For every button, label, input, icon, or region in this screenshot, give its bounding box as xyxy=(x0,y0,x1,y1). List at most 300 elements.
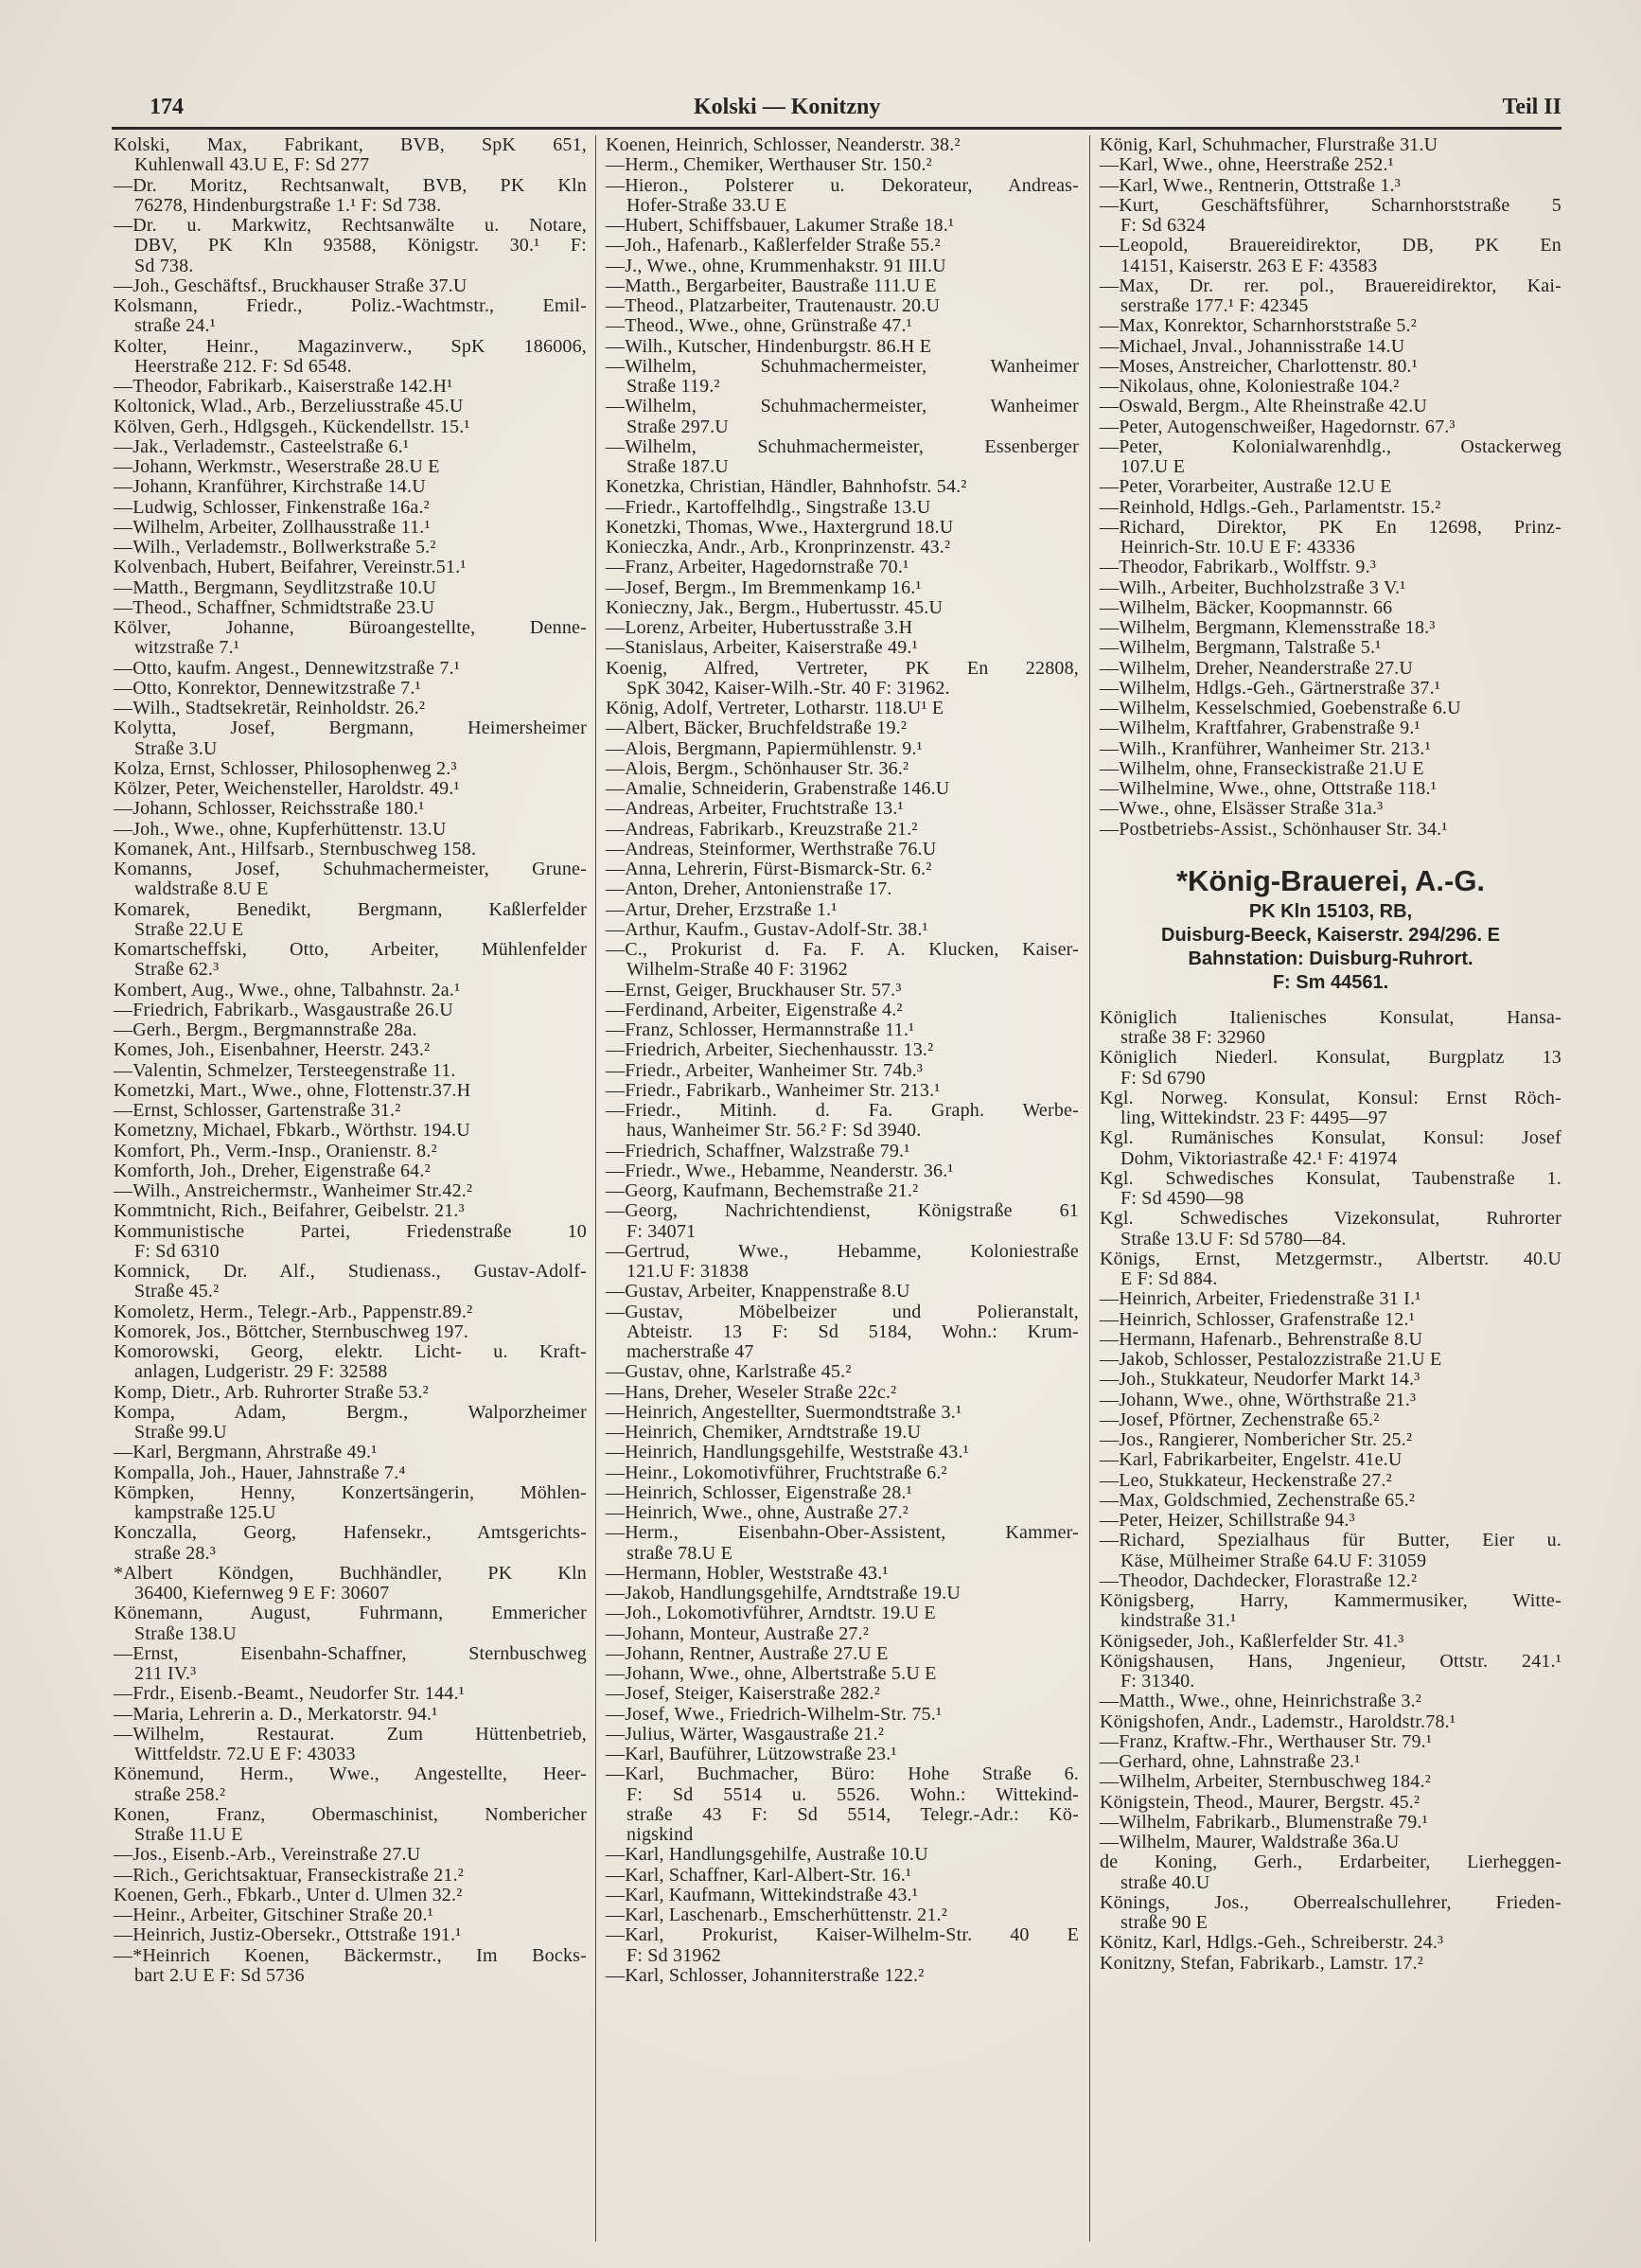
entry-line: —Friedr., Kartoffelhdlg., Singstraße 13.U xyxy=(606,496,931,518)
entry-line: —Wilhelm, Arbeiter, Sternbuschweg 184.² xyxy=(1100,1771,1431,1793)
directory-entry xyxy=(606,1624,1079,1644)
entry-line: —Arthur, Kaufm., Gustav-Adolf-Str. 38.¹ xyxy=(606,918,928,940)
directory-entry xyxy=(114,618,587,659)
directory-entry xyxy=(606,859,1079,879)
directory-entry xyxy=(606,1483,1079,1503)
directory-entry xyxy=(606,1040,1079,1060)
directory-entry xyxy=(114,1644,587,1685)
entry-line: —Johann, Kranführer, Kirchstraße 14.U xyxy=(114,476,426,498)
directory-entry xyxy=(114,296,587,337)
entry-line: —Wilh., Anstreichermstr., Wanheimer Str.42.² xyxy=(114,1180,473,1201)
directory-entry xyxy=(1100,437,1562,478)
entry-line: —Karl, Bauführer, Lützowstraße 23.¹ xyxy=(606,1744,897,1764)
directory-entry xyxy=(114,135,587,176)
entry-continuation-line: F: Sd 6790 xyxy=(1120,1067,1206,1089)
entry-line: —Ernst, Eisenbahn-Schaffner, Sternbuschweg xyxy=(114,1642,587,1664)
directory-entry xyxy=(114,538,587,558)
directory-entry xyxy=(114,1121,587,1141)
entry-line: Komoletz, Herm., Telegr.-Arb., Pappenstr.89.² xyxy=(114,1301,473,1322)
entry-line: —Johann, Wwe., ohne, Albertstraße 5.U E xyxy=(606,1663,937,1684)
entry-continuation-line: F: 34071 xyxy=(626,1220,697,1242)
entry-line: —Heinrich, Schlosser, Eigenstraße 28.¹ xyxy=(606,1481,912,1503)
entry-line: —Theod., Schaffner, Schmidtstraße 23.U xyxy=(114,596,435,618)
entry-line: —Joh., Wwe., ohne, Kupferhüttenstr. 13.U xyxy=(114,818,447,840)
directory-entry xyxy=(606,699,1079,718)
entry-line: —Wilhelm, ohne, Franseckistraße 21.U E xyxy=(1100,757,1424,779)
entry-line: —Wilh., Arbeiter, Buchholzstraße 3 V.¹ xyxy=(1100,576,1406,598)
directory-entry xyxy=(1100,357,1562,377)
entry-line: —Gustav, Möbelbeizer und Polieranstalt, xyxy=(606,1301,1079,1322)
directory-entry xyxy=(606,1423,1079,1443)
entry-continuation-line: straße 28.³ xyxy=(134,1542,216,1564)
directory-entry xyxy=(1100,578,1562,598)
entry-line: —Wilh., Stadtsekretär, Reinholdstr. 26.² xyxy=(114,698,426,718)
entry-line: —Wilh., Kranführer, Wanheimer Str. 213.¹ xyxy=(1100,737,1431,759)
entry-line: —Michael, Jnval., Johannisstraße 14.U xyxy=(1100,335,1405,357)
entry-line: —Johann, Rentner, Austraße 27.U E xyxy=(606,1642,889,1664)
entry-line: —Herm., Chemiker, Werthauser Str. 150.² xyxy=(606,154,932,176)
directory-entry xyxy=(114,417,587,437)
directory-entry xyxy=(114,859,587,900)
ad-title: *König-Brauerei, A.-G. xyxy=(1175,863,1486,897)
entry-line: —Julius, Wärter, Wasgaustraße 21.² xyxy=(606,1723,885,1745)
entry-line: —Andreas, Arbeiter, Fruchtstraße 13.¹ xyxy=(606,798,904,820)
directory-entry xyxy=(114,759,587,779)
directory-entry xyxy=(1100,417,1562,437)
entry-line: —Jos., Rangierer, Nombericher Str. 25.² xyxy=(1100,1429,1413,1450)
directory-entry xyxy=(114,1142,587,1161)
entry-line: Kolter, Heinr., Magazinverw., SpK 186006, xyxy=(114,335,587,357)
entry-line: —Gerh., Bergm., Bergmannstraße 28a. xyxy=(114,1019,417,1040)
directory-entry xyxy=(1100,518,1562,558)
entry-line: —Gustav, Arbeiter, Knappenstraße 8.U xyxy=(606,1281,910,1302)
entry-line: Komfort, Ph., Verm.-Insp., Oranienstr. 8.² xyxy=(114,1140,437,1161)
directory-entry xyxy=(1100,759,1562,779)
directory-entry xyxy=(1100,1310,1562,1330)
directory-entry xyxy=(606,1403,1079,1423)
directory-entry xyxy=(1100,477,1562,497)
directory-entry xyxy=(1100,135,1562,155)
entry-line: —Wilhelm, Schuhmachermeister, Essenberger xyxy=(606,435,1079,457)
entry-line: —Jakob, Schlosser, Pestalozzistraße 21.U E xyxy=(1100,1349,1442,1370)
entry-line: —Josef, Bergm., Im Bremmenkamp 16.¹ xyxy=(606,576,922,598)
directory-entry xyxy=(606,659,1079,700)
entry-line: Koenen, Gerh., Fbkarb., Unter d. Ulmen 32.² xyxy=(114,1884,463,1905)
entry-line: —Friedrich, Fabrikarb., Wasgaustraße 26.U xyxy=(114,999,453,1020)
entry-continuation-line: Sd 738. xyxy=(134,255,194,276)
directory-entry xyxy=(114,1302,587,1322)
entry-continuation-line: Straße 3.U xyxy=(134,737,218,759)
directory-entry xyxy=(1100,1410,1562,1430)
entry-line: —Leopold, Brauereidirektor, DB, PK En xyxy=(1100,235,1562,257)
entry-line: —Ernst, Geiger, Bruckhauser Str. 57.³ xyxy=(606,979,902,1001)
directory-entry xyxy=(1100,1169,1562,1210)
entry-line: —Wilhelm, Restaurat. Zum Hüttenbetrieb, xyxy=(114,1723,587,1745)
directory-entry xyxy=(606,518,1079,538)
entry-line: —Heinrich, Angestellter, Suermondtstraße 3.¹ xyxy=(606,1401,962,1423)
entry-line: —Leo, Stukkateur, Heckenstraße 27.² xyxy=(1100,1469,1392,1491)
directory-entry xyxy=(114,679,587,699)
directory-entry xyxy=(114,337,587,378)
directory-entry xyxy=(606,155,1079,175)
entry-line: —Karl, Kaufmann, Wittekindstraße 43.¹ xyxy=(606,1884,918,1905)
directory-entry xyxy=(114,1523,587,1564)
directory-entry xyxy=(114,457,587,477)
directory-entry xyxy=(606,1886,1079,1905)
entry-line: Komes, Joh., Eisenbahner, Heerstr. 243.² xyxy=(114,1039,431,1061)
entry-line: —Jakob, Handlungsgehilfe, Arndtstraße 19.U xyxy=(606,1583,962,1604)
entry-line: —Stanislaus, Arbeiter, Kaiserstraße 49.¹ xyxy=(606,637,918,659)
entry-line: —Karl, Schaffner, Karl-Albert-Str. 16.¹ xyxy=(606,1864,912,1886)
entry-continuation-line: F: Sd 6310 xyxy=(134,1240,220,1262)
entry-line: —Friedrich, Arbeiter, Siechenhausstr. 13.² xyxy=(606,1039,934,1061)
entry-continuation-line: F: Sd 31962 xyxy=(626,1944,722,1966)
entry-line: —Joh., Lokomotivführer, Arndtstr. 19.U E xyxy=(606,1603,936,1624)
entry-line: —Hermann, Hobler, Weststraße 43.¹ xyxy=(606,1562,889,1584)
entry-line: Komanns, Josef, Schuhmachermeister, Grune- xyxy=(114,859,587,879)
entry-line: Königlich Italienisches Konsulat, Hansa- xyxy=(1100,1006,1562,1028)
entry-continuation-line: nigskind xyxy=(626,1824,694,1845)
directory-entry xyxy=(114,900,587,941)
entry-line: —Friedr., Wwe., Hebamme, Neanderstr. 36.¹ xyxy=(606,1160,954,1181)
directory-entry xyxy=(606,216,1079,236)
entry-line: —Hubert, Schiffsbauer, Lakumer Straße 18.¹ xyxy=(606,215,955,236)
directory-entry xyxy=(114,1040,587,1060)
entry-line: —Peter, Kolonialwarenhdlg., Ostackerweg xyxy=(1100,435,1562,457)
directory-entry xyxy=(1100,718,1562,738)
entry-line: —Karl, Handlungsgehilfe, Austraße 10.U xyxy=(606,1844,928,1866)
entry-line: Konieczny, Jak., Bergm., Hubertusstr. 45.U xyxy=(606,596,944,618)
directory-entry xyxy=(114,276,587,296)
entry-continuation-line: straße 38 F: 32960 xyxy=(1120,1027,1266,1048)
entry-line: —Maria, Lehrerin a. D., Merkatorstr. 94.¹ xyxy=(114,1703,438,1725)
directory-entry xyxy=(606,1081,1079,1101)
entry-continuation-line: Dohm, Viktoriastraße 42.¹ F: 41974 xyxy=(1120,1147,1398,1169)
directory-entry xyxy=(1100,1591,1562,1632)
directory-entry xyxy=(114,1061,587,1081)
directory-entry xyxy=(606,940,1079,981)
directory-entry xyxy=(606,357,1079,398)
entry-line: —Georg, Nachrichtendienst, Königstraße 61 xyxy=(606,1200,1079,1222)
entry-line: —Anton, Dreher, Antonienstraße 17. xyxy=(606,878,892,900)
directory-entry xyxy=(606,276,1079,296)
directory-entry xyxy=(606,1845,1079,1865)
column-2 xyxy=(606,135,1079,1986)
entry-line: —Peter, Heizer, Schillstraße 94.³ xyxy=(1100,1510,1355,1531)
directory-entry xyxy=(1100,316,1562,336)
entry-line: —Karl, Schlosser, Johanniterstraße 122.² xyxy=(606,1964,925,1986)
entry-line: —Matth., Bergmann, Seydlitzstraße 10.U xyxy=(114,576,437,598)
entry-line: Konen, Franz, Obermaschinist, Nombericher xyxy=(114,1803,587,1825)
entry-continuation-line: Straße 119.² xyxy=(626,376,720,397)
directory-entry xyxy=(114,1483,587,1524)
entry-line: Königstein, Theod., Maurer, Bergstr. 45.² xyxy=(1100,1791,1420,1813)
directory-entry xyxy=(606,618,1079,638)
directory-entry xyxy=(114,578,587,598)
entry-line: —Valentin, Schmelzer, Tersteegenstraße 11. xyxy=(114,1059,456,1081)
entry-continuation-line: haus, Wanheimer Str. 56.² F: Sd 3940. xyxy=(626,1120,922,1142)
entry-line: —Wwe., ohne, Elsässer Straße 31a.³ xyxy=(1100,798,1384,820)
entry-line: —Ludwig, Schlosser, Finkenstraße 16a.² xyxy=(114,496,430,518)
directory-entry xyxy=(606,1905,1079,1925)
directory-entry xyxy=(1100,176,1562,196)
entry-line: —Heinrich, Schlosser, Grafenstraße 12.¹ xyxy=(1100,1308,1415,1330)
entry-line: Kgl. Schwedisches Vizekonsulat, Ruhrorter xyxy=(1100,1208,1562,1230)
directory-entry xyxy=(114,1564,587,1604)
entry-line: —Friedr., Fabrikarb., Wanheimer Str. 213.¹ xyxy=(606,1079,941,1101)
entry-continuation-line: F: Sd 6324 xyxy=(1120,215,1206,236)
entry-line: —Wilh., Verlademstr., Bollwerkstraße 5.² xyxy=(114,537,436,558)
entry-line: —Karl, Buchmacher, Büro: Hohe Straße 6. xyxy=(606,1763,1079,1785)
entry-continuation-line: 121.U F: 31838 xyxy=(626,1261,749,1282)
directory-entry xyxy=(606,1584,1079,1604)
entry-line: —Heinrich, Arbeiter, Friedenstraße 31 I.¹ xyxy=(1100,1288,1421,1310)
entry-line: —Johann, Wwe., ohne, Wörthstraße 21.³ xyxy=(1100,1389,1417,1410)
directory-entry xyxy=(606,739,1079,759)
entry-line: Konitzny, Stefan, Fabrikarb., Lamstr. 17.² xyxy=(1100,1952,1423,1974)
entry-continuation-line: waldstraße 8.U E xyxy=(134,878,269,900)
entry-line: —Alois, Bergm., Schönhauser Str. 36.² xyxy=(606,757,909,779)
entry-line: Komanek, Ant., Hilfsarb., Sternbuschweg 158. xyxy=(114,838,477,859)
entry-continuation-line: serstraße 177.¹ F: 42345 xyxy=(1120,295,1309,316)
entry-continuation-line: Straße 187.U xyxy=(626,456,729,477)
directory-entry xyxy=(606,397,1079,437)
directory-entry xyxy=(606,1503,1079,1523)
directory-entry xyxy=(114,659,587,679)
directory-entry xyxy=(1100,276,1562,317)
directory-entry xyxy=(1100,679,1562,699)
directory-entry xyxy=(606,498,1079,518)
directory-entry xyxy=(606,1745,1079,1764)
entry-line: Königseder, Joh., Kaßlerfelder Str. 41.³ xyxy=(1100,1630,1404,1652)
page-header xyxy=(112,95,1562,125)
entry-continuation-line: Abteistr. 13 F: Sd 5184, Wohn.: Krum- xyxy=(626,1320,1079,1342)
entry-continuation-line: straße 40.U xyxy=(1120,1871,1210,1893)
directory-entry xyxy=(1100,1571,1562,1591)
entry-line: —Wilhelm, Schuhmachermeister, Wanheimer xyxy=(606,396,1079,417)
entry-line: —Postbetriebs-Assist., Schönhauser Str. 34.¹ xyxy=(1100,818,1448,840)
entry-line: —Josef, Pförtner, Zechenstraße 65.² xyxy=(1100,1409,1380,1430)
directory-entry xyxy=(606,477,1079,497)
entry-line: —Joh., Geschäftsf., Bruckhauser Straße 37.U xyxy=(114,275,468,296)
entry-continuation-line: Straße 297.U xyxy=(626,416,729,437)
entry-line: —Wilhelm, Bäcker, Koopmannstr. 66 xyxy=(1100,596,1393,618)
directory-entry xyxy=(1100,739,1562,759)
entry-line: —Wilhelm, Bergmann, Talstraße 5.¹ xyxy=(1100,637,1382,659)
directory-entry xyxy=(114,498,587,518)
directory-entry xyxy=(1100,1752,1562,1772)
directory-entry xyxy=(606,1866,1079,1886)
directory-entry xyxy=(114,1705,587,1725)
directory-entry xyxy=(606,840,1079,859)
directory-entry xyxy=(606,1705,1079,1725)
entry-line: Komforth, Joh., Dreher, Eigenstraße 64.² xyxy=(114,1160,431,1181)
entry-line: —Wilh., Kutscher, Hindenburgstr. 86.H E xyxy=(606,335,932,357)
column-3-entries-bottom xyxy=(1100,1008,1562,1974)
directory-entry xyxy=(1100,1793,1562,1813)
entry-line: Könings, Jos., Oberrealschullehrer, Frieden- xyxy=(1100,1891,1562,1913)
directory-entry xyxy=(114,1001,587,1020)
directory-entry xyxy=(114,1443,587,1462)
entry-continuation-line: 211 IV.³ xyxy=(134,1663,197,1684)
directory-entry xyxy=(1100,1471,1562,1491)
entry-line: Koenig, Alfred, Vertreter, PK En 22808, xyxy=(606,657,1079,679)
directory-entry xyxy=(114,598,587,618)
part-label: Teil II xyxy=(1502,95,1562,119)
entry-line: Kometzny, Michael, Fbkarb., Wörthstr. 194.U xyxy=(114,1120,470,1142)
entry-line: —Oswald, Bergm., Alte Rheinstraße 42.U xyxy=(1100,396,1428,417)
entry-line: —Heinr., Lokomotivführer, Fruchtstraße 6.² xyxy=(606,1462,947,1483)
directory-entry xyxy=(114,799,587,819)
entry-line: Kompa, Adam, Bergm., Walporzheimer xyxy=(114,1401,587,1423)
directory-entry xyxy=(1100,196,1562,237)
directory-entry xyxy=(1100,155,1562,175)
entry-line: Königshausen, Hans, Jngenieur, Ottstr. 241.¹ xyxy=(1100,1650,1562,1672)
directory-entry xyxy=(606,257,1079,276)
entry-line: —Rich., Gerichtsaktuar, Franseckistraße 21.² xyxy=(114,1864,465,1886)
directory-entry xyxy=(114,216,587,276)
directory-entry xyxy=(1100,618,1562,638)
entry-line: Königshofen, Andr., Lademstr., Haroldstr.78.¹ xyxy=(1100,1710,1456,1732)
directory-entry xyxy=(606,1725,1079,1745)
entry-line: —Dr. Moritz, Rechtsanwalt, BVB, PK Kln xyxy=(114,174,587,196)
directory-entry xyxy=(606,718,1079,738)
directory-entry xyxy=(606,1020,1079,1040)
entry-line: —Moses, Anstreicher, Charlottenstr. 80.¹ xyxy=(1100,355,1418,377)
entry-line: Koltonick, Wlad., Arb., Berzeliusstraße 45.U xyxy=(114,396,464,417)
directory-entry xyxy=(114,437,587,457)
entry-continuation-line: Straße 99.U xyxy=(134,1422,227,1443)
entry-line: Könemund, Herm., Wwe., Angestellte, Heer- xyxy=(114,1763,587,1785)
directory-entry xyxy=(606,820,1079,840)
directory-entry xyxy=(606,920,1079,940)
directory-entry xyxy=(606,1142,1079,1161)
entry-line: Kgl. Rumänisches Konsulat, Konsul: Josef xyxy=(1100,1127,1562,1149)
entry-continuation-line: straße 24.¹ xyxy=(134,315,216,337)
directory-entry xyxy=(114,718,587,759)
entry-line: —Jak., Verlademstr., Casteelstraße 6.¹ xyxy=(114,435,410,457)
entry-continuation-line: Straße 11.U E xyxy=(134,1824,243,1845)
ad-line: F: Sm 44561. xyxy=(1272,971,1389,993)
directory-entry xyxy=(1100,799,1562,819)
directory-entry xyxy=(114,1604,587,1644)
entry-line: Kölzer, Peter, Weichensteller, Haroldstr. 49.¹ xyxy=(114,778,460,799)
entry-line: *Albert Köndgen, Buchhändler, PK Kln xyxy=(114,1562,587,1584)
directory-entry xyxy=(606,1463,1079,1483)
directory-entry xyxy=(1100,1008,1562,1049)
entry-line: —Georg, Kaufmann, Bechemstraße 21.² xyxy=(606,1180,919,1201)
entry-continuation-line: kampstraße 125.U xyxy=(134,1502,276,1523)
entry-line: Kometzki, Mart., Wwe., ohne, Flottenstr.37.H xyxy=(114,1079,471,1101)
entry-line: —Peter, Vorarbeiter, Austraße 12.U E xyxy=(1100,476,1392,498)
entry-line: —Otto, kaufm. Angest., Dennewitzstraße 7.¹ xyxy=(114,657,460,679)
column-divider xyxy=(1089,135,1090,2241)
directory-entry xyxy=(606,1362,1079,1382)
entry-line: Kolski, Max, Fabrikant, BVB, SpK 651, xyxy=(114,134,587,155)
directory-entry xyxy=(606,296,1079,316)
entry-line: —Joh., Stukkateur, Neudorfer Markt 14.³ xyxy=(1100,1369,1420,1391)
entry-line: Kommtnicht, Rich., Beifahrer, Geibelstr. 21.³ xyxy=(114,1200,465,1222)
directory-entry xyxy=(606,1383,1079,1403)
directory-entry xyxy=(114,1764,587,1805)
entry-continuation-line: straße 258.² xyxy=(134,1783,226,1805)
directory-entry xyxy=(606,1282,1079,1302)
directory-entry xyxy=(1100,1128,1562,1169)
entry-continuation-line: F: Sd 4590—98 xyxy=(1120,1188,1244,1209)
directory-entry xyxy=(1100,558,1562,577)
entry-line: —Gustav, ohne, Karlstraße 45.² xyxy=(606,1361,852,1383)
directory-entry xyxy=(1100,236,1562,276)
entry-line: —Kurt, Geschäftsführer, Scharnhorststraße 5 xyxy=(1100,194,1562,216)
directory-entry xyxy=(114,820,587,840)
directory-entry xyxy=(1100,659,1562,679)
ad-line: Duisburg-Beeck, Kaiserstr. 294/296. E xyxy=(1161,924,1500,946)
entry-line: —Nikolaus, ohne, Koloniestraße 104.² xyxy=(1100,376,1400,397)
directory-entry xyxy=(114,518,587,538)
entry-continuation-line: Straße 13.U F: Sd 5780—84. xyxy=(1120,1228,1347,1249)
directory-entry xyxy=(114,397,587,416)
entry-continuation-line: Straße 45.² xyxy=(134,1281,220,1302)
entry-line: —Matth., Wwe., ohne, Heinrichstraße 3.² xyxy=(1100,1691,1422,1712)
directory-entry xyxy=(1100,1692,1562,1711)
directory-entry xyxy=(1100,1954,1562,1974)
entry-continuation-line: Wilhelm-Straße 40 F: 31962 xyxy=(626,959,848,981)
directory-entry xyxy=(606,437,1079,478)
entry-line: Koenen, Heinrich, Schlosser, Neanderstr. 38.² xyxy=(606,134,961,155)
directory-entry xyxy=(606,779,1079,799)
directory-entry xyxy=(1100,598,1562,618)
entry-line: Könemann, August, Fuhrmann, Emmericher xyxy=(114,1603,587,1624)
directory-entry xyxy=(114,1262,587,1302)
entry-line: —Ferdinand, Arbeiter, Eigenstraße 4.² xyxy=(606,999,903,1020)
entry-line: Kolytta, Josef, Bergmann, Heimersheimer xyxy=(114,718,587,739)
directory-entry xyxy=(114,1805,587,1846)
entry-line: König, Adolf, Vertreter, Lotharstr. 118.U¹ E xyxy=(606,698,944,718)
entry-line: —Max, Konrektor, Scharnhorststraße 5.² xyxy=(1100,315,1417,337)
entry-line: —Wilhelm, Hdlgs.-Geh., Gärtnerstraße 37.¹ xyxy=(1100,677,1440,699)
directory-entry xyxy=(1100,1450,1562,1470)
column-divider xyxy=(595,135,596,2241)
column-1 xyxy=(114,135,587,1986)
entry-line: Konieczka, Andr., Arb., Kronprinzenstr. 43.² xyxy=(606,537,951,558)
entry-continuation-line: ling, Wittekindstr. 23 F: 4495—97 xyxy=(1120,1107,1388,1128)
directory-entry xyxy=(1100,820,1562,840)
directory-entry xyxy=(1100,1531,1562,1571)
directory-entry xyxy=(606,1764,1079,1845)
entry-line: Kombert, Aug., Wwe., ohne, Talbahnstr. 2a.¹ xyxy=(114,979,461,1001)
entry-continuation-line: witzstraße 7.¹ xyxy=(134,637,239,659)
entry-line: —Heinrich, Handlungsgehilfe, Weststraße 43.¹ xyxy=(606,1442,969,1463)
directory-entry xyxy=(606,1523,1079,1564)
directory-entry xyxy=(1100,1813,1562,1833)
entry-line: —Theodor, Fabrikarb., Wolffstr. 9.³ xyxy=(1100,557,1377,578)
directory-entry xyxy=(606,1161,1079,1181)
entry-line: —C., Prokurist d. Fa. F. A. Klucken, Kaiser- xyxy=(606,939,1079,960)
directory-entry xyxy=(1100,1370,1562,1390)
directory-entry xyxy=(1100,699,1562,718)
entry-continuation-line: bart 2.U E F: Sd 5736 xyxy=(134,1964,305,1986)
directory-entry xyxy=(114,1222,587,1263)
entry-line: —Karl, Wwe., Rentnerin, Ottstraße 1.³ xyxy=(1100,174,1401,196)
directory-entry xyxy=(606,1966,1079,1986)
directory-entry xyxy=(1100,337,1562,357)
entry-line: Konczalla, Georg, Hafensekr., Amtsgerichts- xyxy=(114,1522,587,1544)
entry-line: —Alois, Bergmann, Papiermühlenstr. 9.¹ xyxy=(606,737,923,759)
entry-line: —Frdr., Eisenb.-Beamt., Neudorfer Str. 144.¹ xyxy=(114,1683,465,1705)
directory-entry xyxy=(114,1020,587,1040)
directory-entry xyxy=(606,558,1079,577)
entry-continuation-line: Straße 22.U E xyxy=(134,918,244,940)
